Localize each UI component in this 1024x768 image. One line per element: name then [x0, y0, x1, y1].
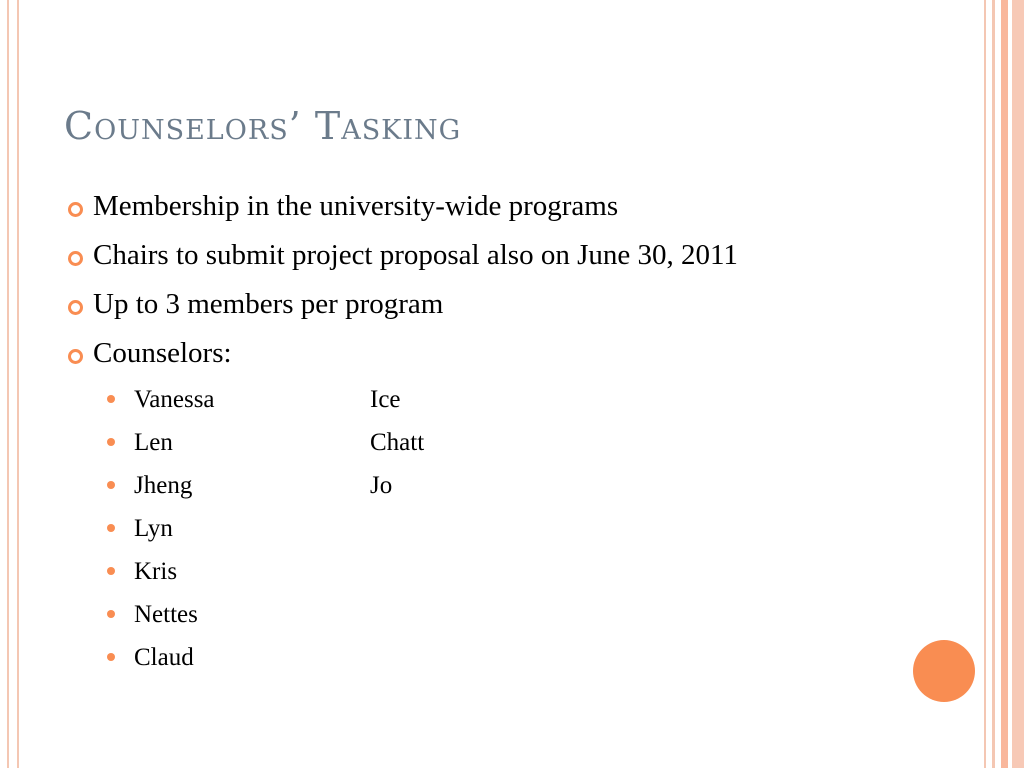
bullet-item [66, 284, 846, 324]
counselor-item [107, 421, 846, 464]
frame-line [984, 0, 986, 768]
counselor-first-name: Nettes [134, 601, 198, 628]
counselor-list [66, 378, 846, 679]
dot-bullet-icon [107, 395, 115, 403]
dot-bullet-icon [107, 610, 115, 618]
counselor-first-name: Vanessa [134, 386, 215, 413]
slide-content [66, 186, 846, 679]
counselor-item [107, 636, 846, 679]
dot-bullet-icon [107, 481, 115, 489]
counselor-item [107, 464, 846, 507]
counselor-first-name: Lyn [134, 515, 173, 542]
counselor-first-name: Jheng [134, 472, 193, 499]
frame-line [1012, 0, 1024, 768]
frame-line [17, 0, 19, 768]
frame-line [992, 0, 995, 768]
ring-bullet-icon [68, 349, 83, 364]
dot-bullet-icon [107, 438, 115, 446]
bullet-item [66, 333, 846, 373]
counselor-last-name: Ice [370, 386, 401, 413]
ring-bullet-icon [68, 202, 83, 217]
bullet-item [66, 186, 846, 226]
counselor-item [107, 378, 846, 421]
counselor-item [107, 593, 846, 636]
bullet-item [66, 235, 846, 275]
bullet-text: Up to 3 members per program [93, 288, 444, 320]
frame-line [7, 0, 9, 768]
bullet-text: Membership in the university-wide programs [93, 190, 619, 222]
counselor-item [107, 507, 846, 550]
ring-bullet-icon [68, 251, 83, 266]
counselor-last-name: Chatt [370, 429, 425, 456]
bullet-text: Chairs to submit project proposal also on June 30, 2011 [93, 239, 738, 271]
dot-bullet-icon [107, 653, 115, 661]
counselor-first-name: Len [134, 429, 173, 456]
slide-title: Counselors’ Tasking [64, 104, 462, 148]
counselor-item [107, 550, 846, 593]
counselor-last-name: Jo [370, 472, 393, 499]
frame-right-stripes [976, 0, 1024, 768]
ring-bullet-icon [68, 300, 83, 315]
bullet-text: Counselors: [93, 337, 232, 369]
counselor-first-name: Kris [134, 558, 178, 585]
decorative-circle-icon [913, 640, 975, 702]
dot-bullet-icon [107, 524, 115, 532]
frame-line [1001, 0, 1008, 768]
counselor-first-name: Claud [134, 644, 194, 671]
dot-bullet-icon [107, 567, 115, 575]
